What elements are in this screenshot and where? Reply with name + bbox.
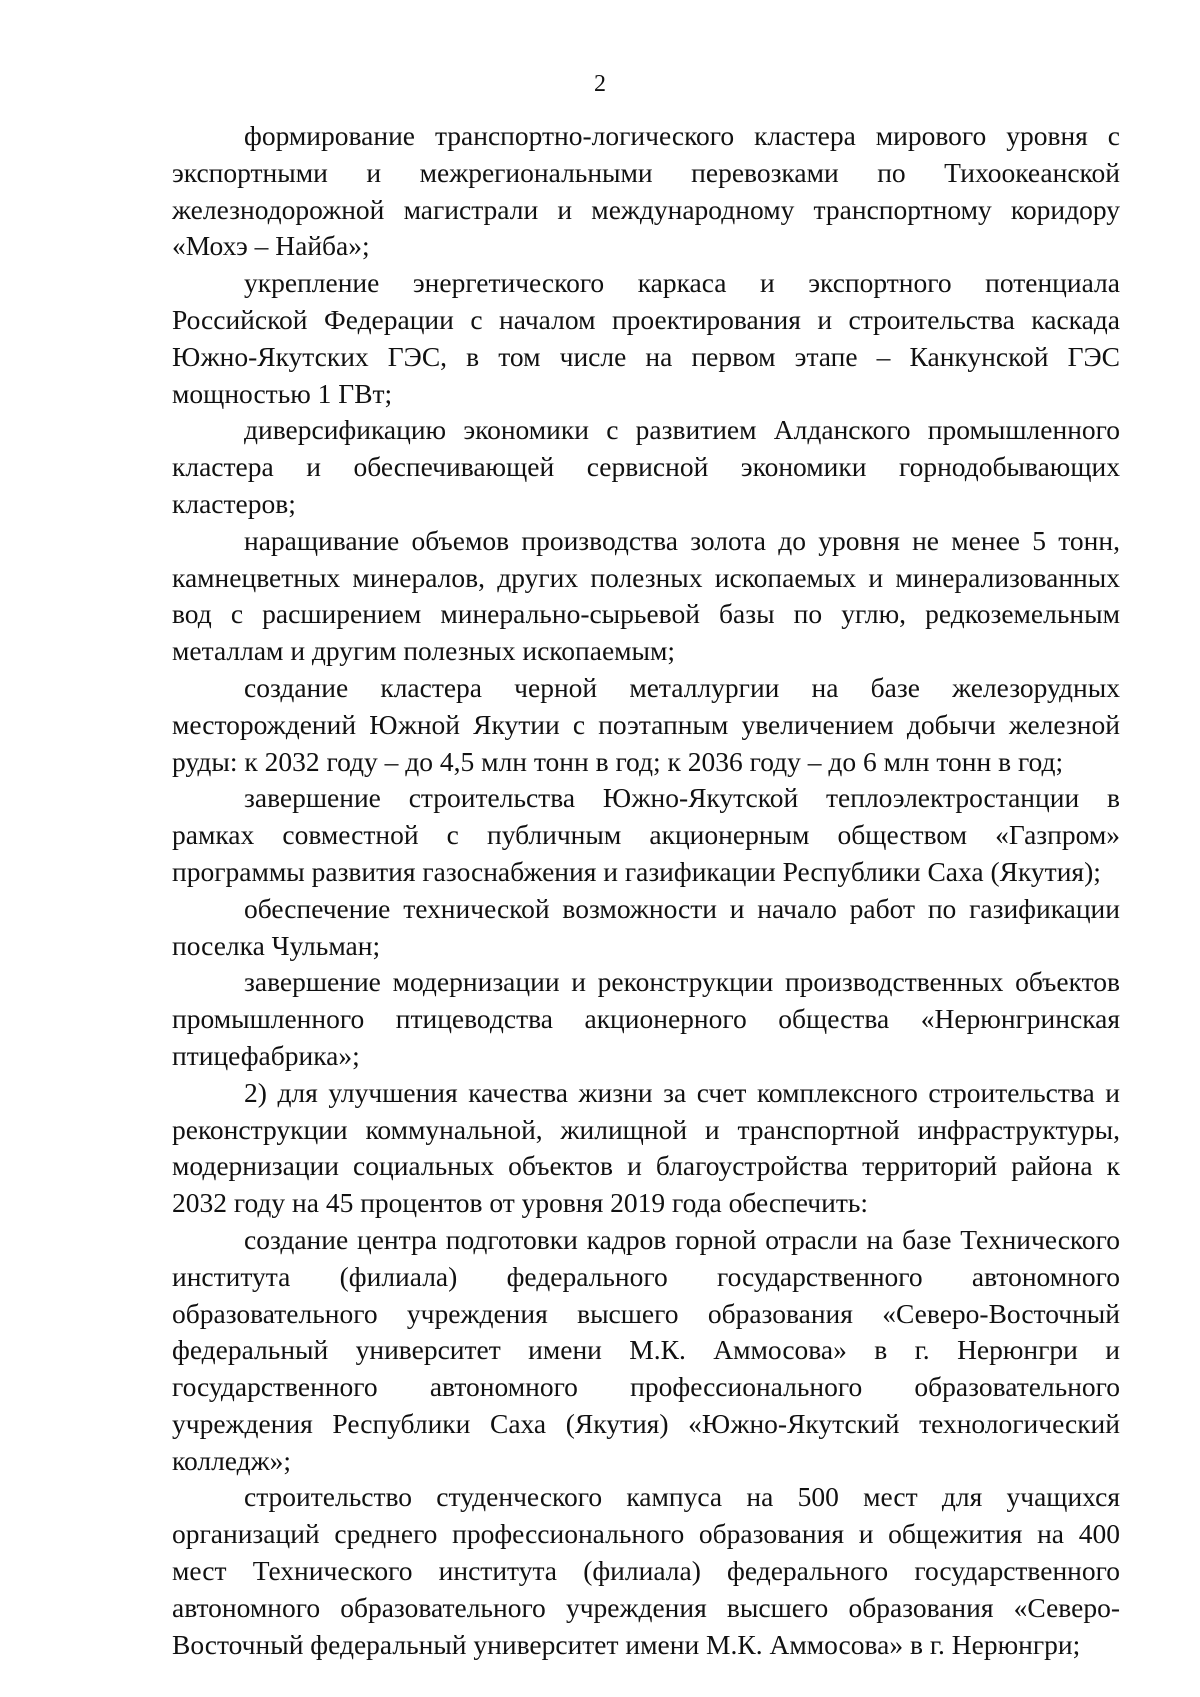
paragraph-gold-production: наращивание объемов производства золота до уровня не менее 5 тонн, камнецветных минералов, других полезных ископаемых и минерализованных вод с расширением минерально-сырьевой базы по углю, редкоземельным металлам и другим полезных ископаемым; [172, 524, 1120, 667]
paragraph-student-campus: строительство студенческого кампуса на 500 мест для учащихся организаций среднего профессионального образования и общежития на 400 мест Технического института (филиала) федерального государственного автономного образовательного учреждения высшего образования «Северо-Восточный федеральный университет имени М.К. Аммосова» в г. Нерюнгри; [172, 1481, 1120, 1660]
document-body [172, 118, 1120, 1663]
page-number: 2 [594, 71, 606, 97]
paragraph-metallurgy-cluster: создание кластера черной металлургии на базе железорудных месторождений Южной Якутии с поэтапным увеличением добычи железной руды: к 2032 году – до 4,5 млн тонн в год; к 2036 году – до 6 млн тонн в год; [172, 671, 1120, 777]
paragraph-quality-of-life: 2) для улучшения качества жизни за счет комплексного строительства и реконструкции коммунальной, жилищной и транспортной инфраструктуры, модернизации социальных объектов и благоустройства территорий района к 2032 году на 45 процентов от уровня 2019 года обеспечить: [172, 1076, 1120, 1219]
paragraph-gasification: обеспечение технической возможности и начало работ по газификации поселка Чульман; [172, 892, 1120, 961]
paragraph-economy-diversification: диверсификацию экономики с развитием Алданского промышленного кластера и обеспечивающей сервисной экономики горнодобывающих кластеров; [172, 414, 1120, 519]
paragraph-poultry-farm: завершение модернизации и реконструкции производственных объектов промышленного птицеводства акционерного общества «Нерюнгринская птицефабрика»; [172, 966, 1120, 1071]
paragraph-power-station: завершение строительства Южно-Якутской теплоэлектростанции в рамках совместной с публичным акционерным обществом «Газпром» программы развития газоснабжения и газификации Республики Саха (Якутия); [172, 782, 1120, 887]
paragraph-transport-cluster: формирование транспортно-логического кластера мирового уровня с экспортными и межрегиональными перевозками по Тихоокеанской железнодорожной магистрали и международному транспортному коридору «Мохэ – Найба»; [172, 120, 1120, 262]
paragraph-training-center: создание центра подготовки кадров горной отрасли на базе Технического института (филиала) федерального государственного автономного образовательного учреждения высшего образования «Северо-Восточный федеральный университет имени М.К. Аммосова» в г. Нерюнгри и государственного автономного профессионального образовательного учреждения Республики Саха (Якутия) «Южно-Якутский технологический колледж»; [172, 1223, 1120, 1476]
paragraph-energy-frame: укрепление энергетического каркаса и экспортного потенциала Российской Федерации с началом проектирования и строительства каскада Южно-Якутских ГЭС, в том числе на первом этапе – Канкунской ГЭС мощностью 1 ГВт; [172, 267, 1120, 409]
